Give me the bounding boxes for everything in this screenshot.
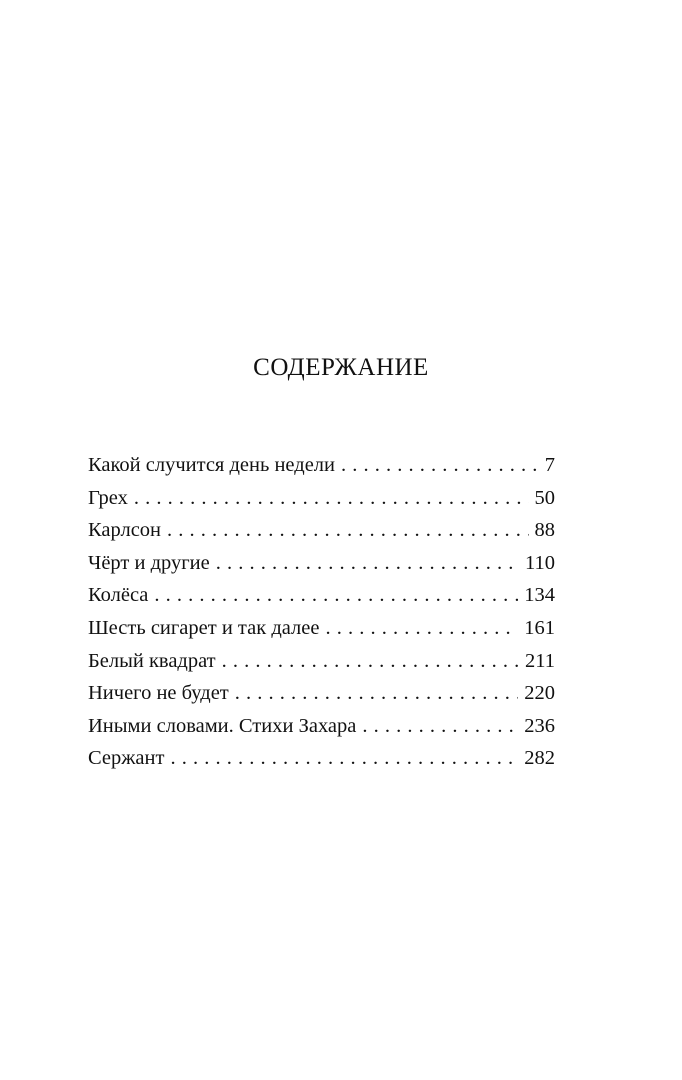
toc-entry-title: Какой случится день недели (88, 454, 335, 476)
dot-leader (222, 645, 519, 678)
toc-entry-title: Ничего не будет (88, 682, 229, 705)
toc-entry-page: 134 (524, 584, 555, 607)
toc-entry-page: 282 (524, 747, 555, 770)
dot-leader (362, 710, 518, 743)
dot-leader (235, 677, 519, 710)
toc-entry-page: 161 (524, 616, 555, 639)
page-title: СОДЕРЖАНИЕ (253, 354, 429, 381)
table-of-contents (88, 449, 555, 775)
dot-leader (170, 742, 518, 775)
toc-entry[interactable] (88, 449, 555, 482)
toc-entry-page: 50 (534, 486, 555, 509)
toc-entry[interactable] (88, 742, 555, 775)
toc-entry-title: Карлсон (88, 519, 162, 542)
toc-entry-title: Сержант (88, 747, 165, 770)
toc-entry-page: 211 (525, 649, 555, 672)
toc-entry[interactable] (88, 547, 555, 580)
toc-entry-page: 236 (524, 714, 555, 737)
dot-leader (154, 579, 518, 612)
dot-leader (134, 482, 529, 515)
toc-entry[interactable] (88, 514, 555, 547)
toc-entry-title: Колёса (88, 584, 149, 607)
dot-leader (325, 612, 518, 645)
toc-entry[interactable] (88, 612, 555, 645)
toc-entry-title: Грех (88, 486, 128, 509)
toc-entry-page: 88 (534, 519, 555, 542)
toc-entry[interactable] (88, 677, 555, 710)
toc-entry-title: Шесть сигарет и так далее (88, 616, 320, 639)
toc-entry-title: Иными словами. Стихи Захара (88, 714, 357, 737)
dot-leader (216, 547, 519, 580)
toc-entry[interactable] (88, 710, 555, 743)
dot-leader (341, 449, 539, 482)
toc-entry-title: Белый квадрат (88, 649, 216, 672)
toc-entry[interactable] (88, 482, 555, 515)
toc-entry[interactable] (88, 645, 555, 678)
toc-entry-title: Чёрт и другие (88, 551, 210, 574)
toc-entry-page: 7 (544, 454, 555, 476)
toc-entry-page: 220 (524, 682, 555, 705)
toc-entry-page: 110 (525, 551, 555, 574)
dot-leader (167, 514, 528, 547)
toc-entry[interactable] (88, 579, 555, 612)
